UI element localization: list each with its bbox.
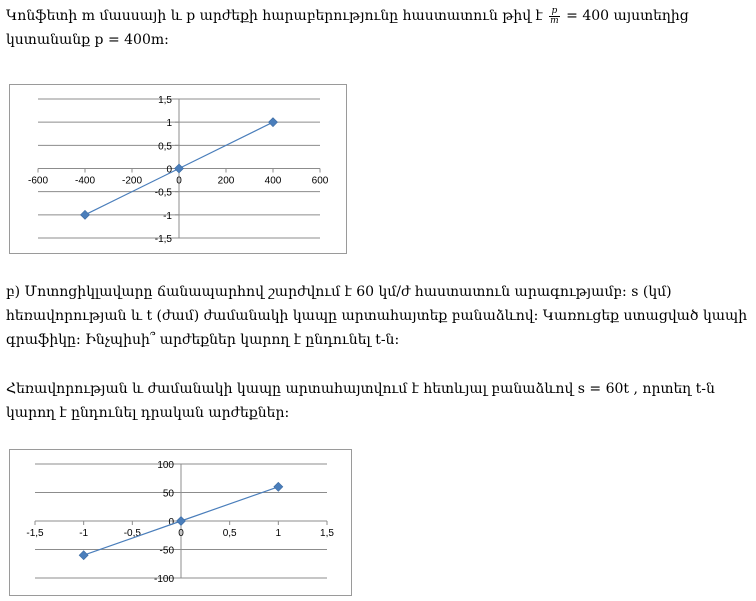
fraction-numerator: p: [549, 7, 560, 17]
chart-p-vs-m: [9, 84, 347, 254]
y-tick-label: 100: [157, 460, 174, 471]
y-tick-label: -50: [159, 545, 174, 557]
chart-p-vs-m-svg: [10, 85, 346, 253]
x-tick-label: -1,5: [26, 528, 44, 539]
fraction-denominator: m: [550, 15, 559, 26]
y-tick-label: -0,5: [154, 187, 172, 199]
x-tick-label: 600: [311, 175, 329, 187]
x-tick-label: -0,5: [123, 528, 141, 539]
x-tick-label: -1: [79, 528, 89, 539]
data-point: [269, 118, 278, 127]
x-tick-label: -400: [74, 175, 96, 187]
y-tick-label: 0: [168, 517, 174, 528]
y-tick-label: 50: [162, 488, 174, 500]
x-tick-label: 0,5: [222, 528, 237, 539]
data-point: [175, 164, 184, 173]
data-point: [274, 482, 283, 491]
x-tick-label: 1: [275, 528, 282, 539]
y-tick-label: -1,5: [154, 234, 172, 245]
chart-s-vs-t-svg: [10, 450, 351, 595]
paragraph-b: բ) Մոտոցիկլավարը ճանապարհով շարժվում է 60 կմ/ժ հաստատուն արագությամբ: s (կմ) հեռավորության և t (ժամ) ժամանակի կապը արտահայտեք բանաձևով: Կառուցեք ստացված կապի գրաֆիկը: Ինչպիսի՞ արժեքներ կարող է ընդունել t-ն:: [6, 284, 748, 348]
y-tick-label: 1: [166, 118, 172, 130]
x-tick-label: -600: [27, 175, 49, 187]
data-point: [79, 551, 88, 560]
x-tick-label: 200: [217, 175, 235, 187]
x-tick-label: 400: [264, 175, 282, 187]
fraction-p-over-m: [549, 7, 560, 26]
y-tick-label: 1,5: [158, 95, 172, 106]
y-tick-label: 0: [166, 164, 172, 176]
paragraph-a-before: Կոնֆետի m մասսայի և p արժեքի հարաբերությունը հաստատուն թիվ է: [6, 8, 548, 24]
y-tick-label: 0,5: [158, 141, 172, 153]
chart-s-vs-t: [9, 449, 352, 596]
x-tick-label: 0: [178, 528, 184, 539]
y-tick-label: -100: [153, 574, 174, 585]
paragraph-a-after: = 400 այստեղից կստանանք p = 400m:: [6, 8, 689, 48]
paragraph-a: [6, 4, 750, 52]
paragraph-c: Հեռավորության և ժամանակի կապը արտահայտվում է հետևյալ բանաձևով s = 60t , որտեղ t-ն կարող է ընդունել դրական արժեքներ:: [6, 381, 715, 421]
y-tick-label: -1: [163, 210, 172, 222]
x-tick-label: 1,5: [320, 528, 334, 539]
x-tick-label: 0: [176, 175, 182, 187]
data-point: [177, 517, 186, 526]
data-point: [81, 210, 90, 219]
x-tick-label: -200: [121, 175, 143, 187]
